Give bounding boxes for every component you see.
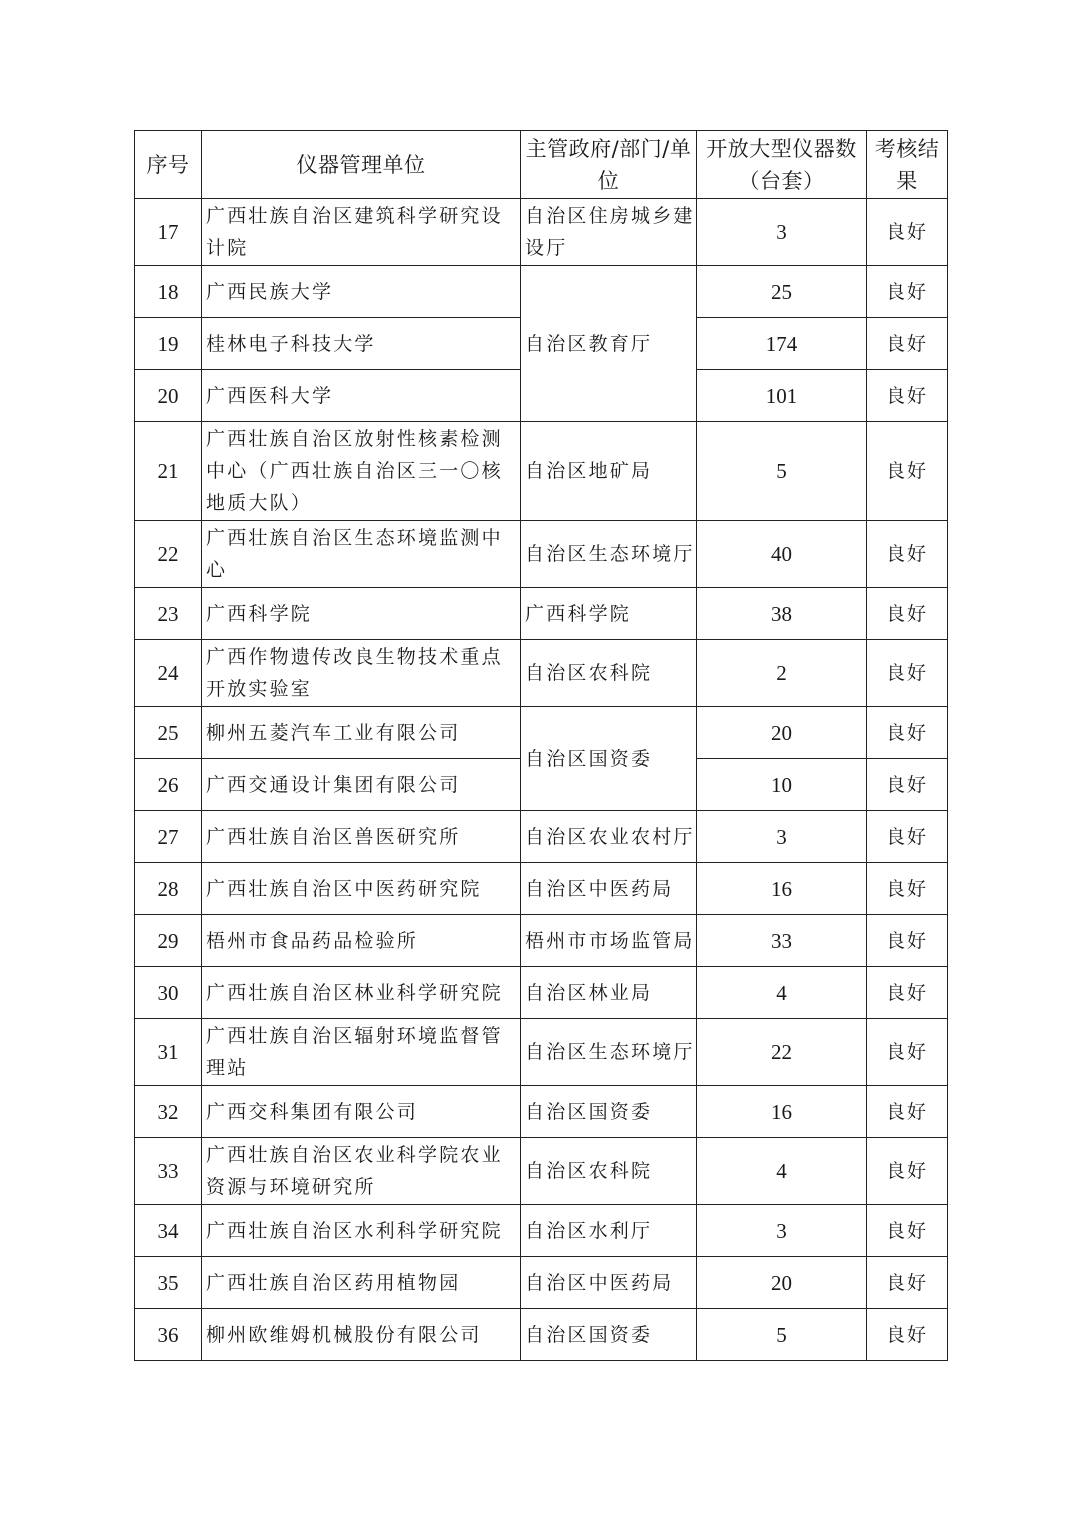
- row-result: 良好: [867, 1257, 948, 1309]
- row-seq: 22: [135, 521, 202, 588]
- row-dept: 自治区地矿局: [521, 422, 697, 521]
- row-dept-merged: 自治区国资委: [521, 707, 697, 811]
- table-row: [135, 863, 948, 915]
- row-result: 良好: [867, 318, 948, 370]
- row-seq: 20: [135, 370, 202, 422]
- row-dept: 广西科学院: [521, 588, 697, 640]
- row-dept: 自治区中医药局: [521, 1257, 697, 1309]
- row-count: 33: [697, 915, 867, 967]
- row-dept: 自治区农业农村厅: [521, 811, 697, 863]
- row-dept: 自治区农科院: [521, 640, 697, 707]
- row-seq: 36: [135, 1309, 202, 1361]
- row-unit: 柳州欧维姆机械股份有限公司: [202, 1309, 521, 1361]
- row-unit: 梧州市食品药品检验所: [202, 915, 521, 967]
- row-dept: 自治区水利厅: [521, 1205, 697, 1257]
- row-result: 良好: [867, 1205, 948, 1257]
- row-seq: 27: [135, 811, 202, 863]
- row-result: 良好: [867, 863, 948, 915]
- header-result: 考核结果: [867, 131, 948, 199]
- table-row: [135, 640, 948, 707]
- row-count: 4: [697, 1138, 867, 1205]
- row-count: 3: [697, 811, 867, 863]
- row-unit: 广西壮族自治区中医药研究院: [202, 863, 521, 915]
- table-row: [135, 588, 948, 640]
- row-unit: 广西壮族自治区水利科学研究院: [202, 1205, 521, 1257]
- row-seq: 30: [135, 967, 202, 1019]
- row-seq: 34: [135, 1205, 202, 1257]
- row-count: 20: [697, 707, 867, 759]
- row-result: 良好: [867, 640, 948, 707]
- table-row: [135, 266, 948, 318]
- header-dept: 主管政府/部门/单位: [521, 131, 697, 199]
- row-result: 良好: [867, 588, 948, 640]
- row-unit: 广西壮族自治区放射性核素检测中心（广西壮族自治区三一〇核地质大队）: [202, 422, 521, 521]
- row-result: 良好: [867, 811, 948, 863]
- row-dept: 自治区中医药局: [521, 863, 697, 915]
- row-count: 4: [697, 967, 867, 1019]
- row-seq: 25: [135, 707, 202, 759]
- row-dept: 自治区生态环境厅: [521, 1019, 697, 1086]
- table-row: [135, 1086, 948, 1138]
- row-seq: 19: [135, 318, 202, 370]
- row-count: 174: [697, 318, 867, 370]
- row-result: 良好: [867, 1138, 948, 1205]
- row-result: 良好: [867, 266, 948, 318]
- row-seq: 31: [135, 1019, 202, 1086]
- row-result: 良好: [867, 422, 948, 521]
- row-dept: 自治区住房城乡建设厅: [521, 199, 697, 266]
- table-row: [135, 1309, 948, 1361]
- row-count: 16: [697, 863, 867, 915]
- row-result: 良好: [867, 1086, 948, 1138]
- header-unit: 仪器管理单位: [202, 131, 521, 199]
- instrument-assessment-table-container: [134, 130, 947, 1361]
- row-unit: 广西科学院: [202, 588, 521, 640]
- row-seq: 28: [135, 863, 202, 915]
- row-unit: 广西交通设计集团有限公司: [202, 759, 521, 811]
- row-count: 20: [697, 1257, 867, 1309]
- row-count: 5: [697, 422, 867, 521]
- row-count: 10: [697, 759, 867, 811]
- row-result: 良好: [867, 967, 948, 1019]
- table-row: [135, 811, 948, 863]
- table-row: [135, 1257, 948, 1309]
- row-count: 3: [697, 1205, 867, 1257]
- row-seq: 21: [135, 422, 202, 521]
- row-unit: 广西壮族自治区兽医研究所: [202, 811, 521, 863]
- row-seq: 18: [135, 266, 202, 318]
- row-unit: 广西医科大学: [202, 370, 521, 422]
- row-count: 16: [697, 1086, 867, 1138]
- row-dept: 自治区林业局: [521, 967, 697, 1019]
- table-row: [135, 521, 948, 588]
- row-unit: 桂林电子科技大学: [202, 318, 521, 370]
- table-row: [135, 915, 948, 967]
- row-unit: 广西壮族自治区药用植物园: [202, 1257, 521, 1309]
- row-result: 良好: [867, 199, 948, 266]
- table-row: [135, 422, 948, 521]
- row-seq: 24: [135, 640, 202, 707]
- row-dept: 自治区国资委: [521, 1309, 697, 1361]
- row-count: 101: [697, 370, 867, 422]
- row-unit: 广西壮族自治区农业科学院农业资源与环境研究所: [202, 1138, 521, 1205]
- row-unit: 广西交科集团有限公司: [202, 1086, 521, 1138]
- row-count: 40: [697, 521, 867, 588]
- row-count: 25: [697, 266, 867, 318]
- table-row: [135, 1138, 948, 1205]
- row-unit: 广西民族大学: [202, 266, 521, 318]
- row-seq: 29: [135, 915, 202, 967]
- row-count: 22: [697, 1019, 867, 1086]
- row-dept: 自治区生态环境厅: [521, 521, 697, 588]
- row-count: 2: [697, 640, 867, 707]
- instrument-assessment-table: [134, 130, 948, 1361]
- row-count: 5: [697, 1309, 867, 1361]
- table-row: [135, 1019, 948, 1086]
- row-seq: 35: [135, 1257, 202, 1309]
- row-unit: 广西壮族自治区辐射环境监督管理站: [202, 1019, 521, 1086]
- table-row: [135, 707, 948, 759]
- row-result: 良好: [867, 521, 948, 588]
- table-row: [135, 1205, 948, 1257]
- row-seq: 33: [135, 1138, 202, 1205]
- row-result: 良好: [867, 1019, 948, 1086]
- row-result: 良好: [867, 370, 948, 422]
- row-count: 38: [697, 588, 867, 640]
- row-seq: 32: [135, 1086, 202, 1138]
- row-unit: 柳州五菱汽车工业有限公司: [202, 707, 521, 759]
- row-unit: 广西作物遗传改良生物技术重点开放实验室: [202, 640, 521, 707]
- row-dept: 梧州市市场监管局: [521, 915, 697, 967]
- table-row: [135, 967, 948, 1019]
- row-result: 良好: [867, 915, 948, 967]
- header-seq: 序号: [135, 131, 202, 199]
- row-unit: 广西壮族自治区建筑科学研究设计院: [202, 199, 521, 266]
- row-result: 良好: [867, 759, 948, 811]
- row-dept-merged: 自治区教育厅: [521, 266, 697, 422]
- row-unit: 广西壮族自治区生态环境监测中心: [202, 521, 521, 588]
- row-seq: 23: [135, 588, 202, 640]
- row-seq: 17: [135, 199, 202, 266]
- header-count: 开放大型仪器数（台套）: [697, 131, 867, 199]
- table-row: [135, 199, 948, 266]
- row-result: 良好: [867, 1309, 948, 1361]
- row-count: 3: [697, 199, 867, 266]
- row-dept: 自治区农科院: [521, 1138, 697, 1205]
- row-unit: 广西壮族自治区林业科学研究院: [202, 967, 521, 1019]
- row-seq: 26: [135, 759, 202, 811]
- row-dept: 自治区国资委: [521, 1086, 697, 1138]
- table-header-row: [135, 131, 948, 199]
- row-result: 良好: [867, 707, 948, 759]
